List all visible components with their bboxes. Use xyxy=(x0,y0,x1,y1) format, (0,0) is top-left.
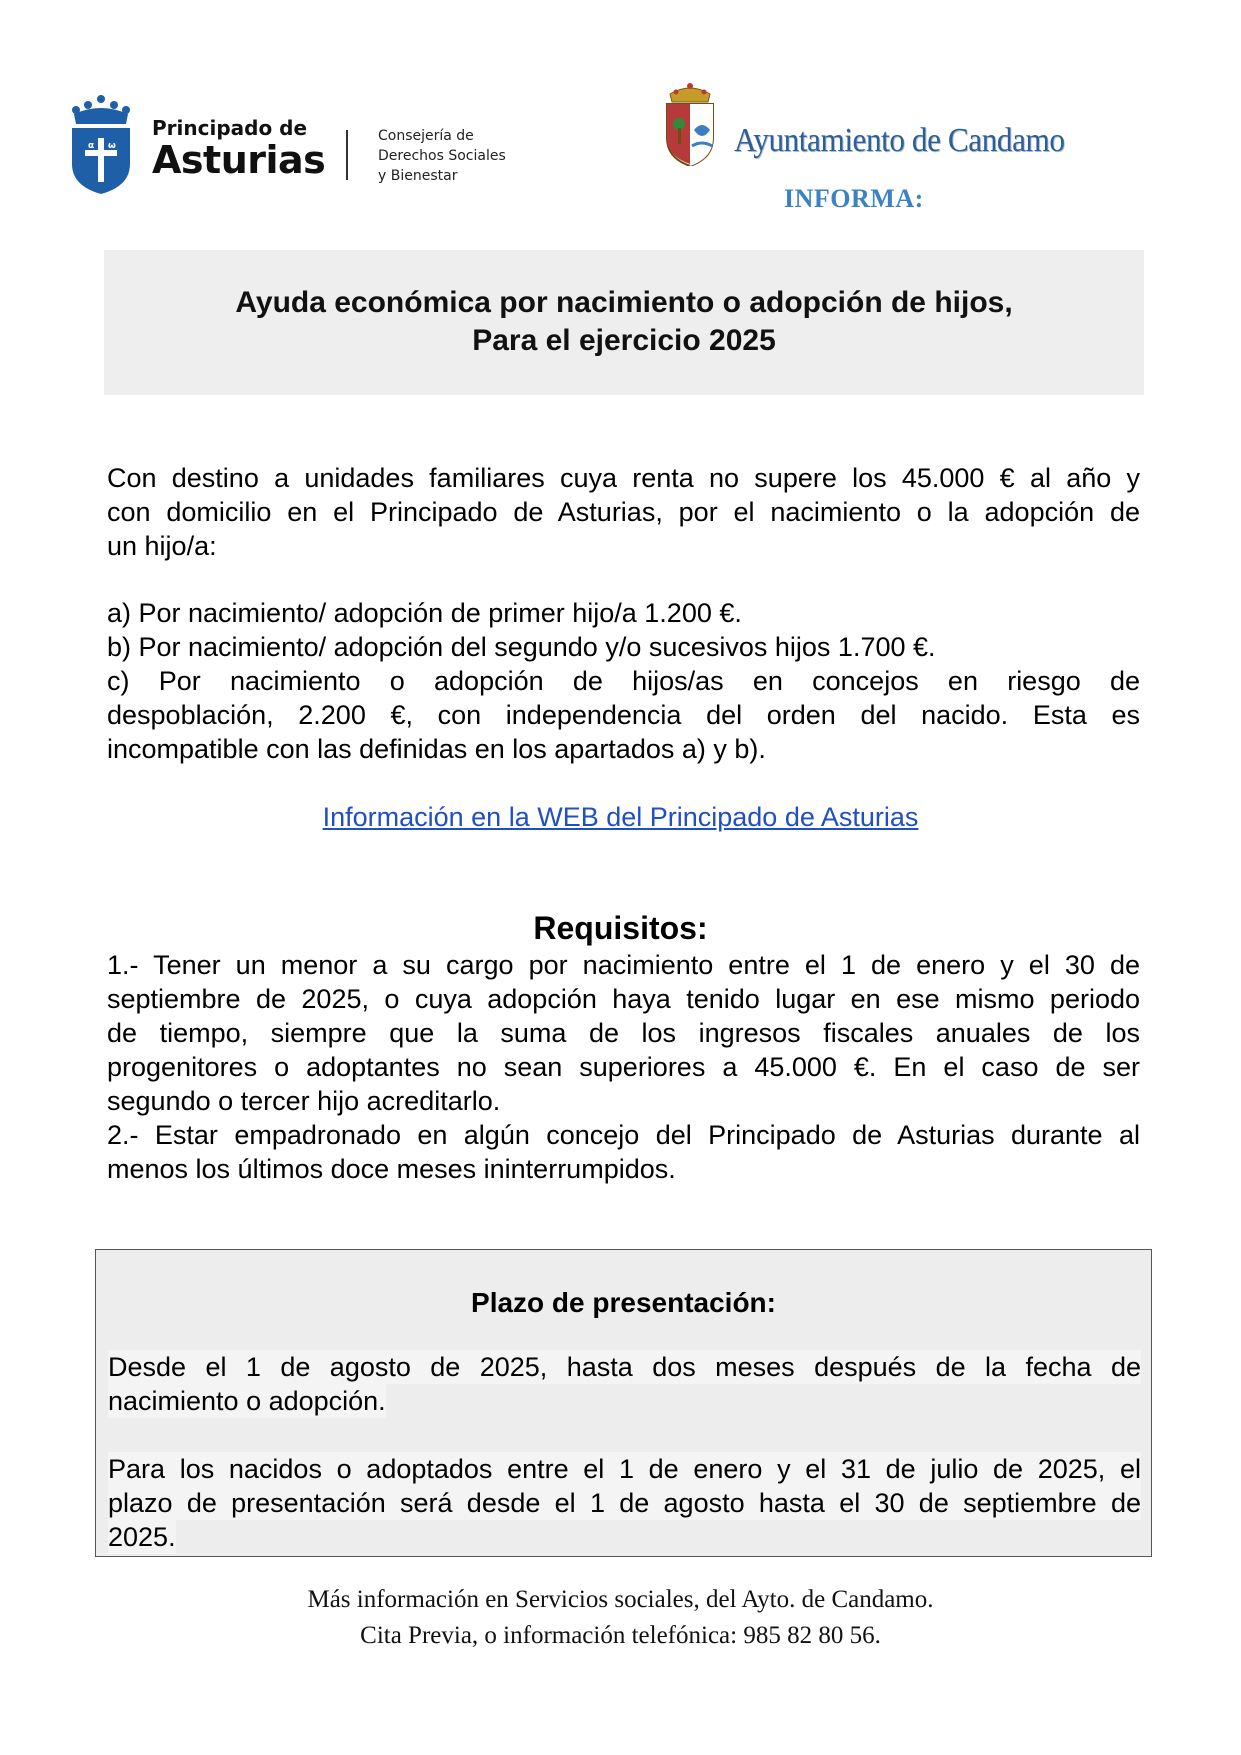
plazo-line: Para los nacidos o adoptados entre el 1 de enero y el 31 de julio de 2025, el xyxy=(108,1454,1141,1484)
benefit-item-c-cont: incompatible con las definidas en los apartados a) y b). xyxy=(107,734,766,764)
plazo-box xyxy=(95,1249,1152,1557)
intro-line: un hijo/a: xyxy=(107,531,217,561)
title-line-2: Para el ejercicio 2025 xyxy=(472,324,776,357)
footer-line-1: Más información en Servicios sociales, del Ayto. de Candamo. xyxy=(307,1586,934,1613)
plazo-line: 2025. xyxy=(108,1522,176,1552)
svg-text:ω: ω xyxy=(108,141,116,151)
benefit-item-c: c) Por nacimiento o adopción de hijos/as en concejos en riesgo de xyxy=(107,666,1140,696)
benefit-item-c-cont: despoblación, 2.200 €, con independencia del orden del nacido. Esta es xyxy=(107,700,1140,730)
asturias-logo xyxy=(68,94,538,194)
plazo-paragraph-2 xyxy=(108,1452,1141,1554)
plazo-line: Desde el 1 de agosto de 2025, hasta dos meses después de la fecha de xyxy=(108,1352,1141,1382)
benefit-item-a: a) Por nacimiento/ adopción de primer hijo/a 1.200 €. xyxy=(107,598,742,628)
intro-paragraph xyxy=(107,461,1140,563)
intro-line: con domicilio en el Principado de Asturias, por el nacimiento o la adopción de xyxy=(107,497,1140,527)
plazo-line: plazo de presentación será desde el 1 de agosto hasta el 30 de septiembre de xyxy=(108,1488,1141,1518)
requisito-line: progenitores o adoptantes no sean superiores a 45.000 €. En el caso de ser xyxy=(107,1052,1140,1082)
informa-label: INFORMA: xyxy=(784,184,924,213)
requisitos-list xyxy=(107,948,1140,1186)
requisito-line: septiembre de 2025, o cuya adopción haya tenido lugar en ese mismo periodo xyxy=(107,984,1140,1014)
dept-line: y Bienestar xyxy=(378,168,458,184)
title-box xyxy=(104,250,1144,395)
plazo-paragraph-1 xyxy=(108,1350,1141,1418)
plazo-heading: Plazo de presentación: xyxy=(471,1287,776,1318)
requisito-line: segundo o tercer hijo acreditarlo. xyxy=(107,1086,501,1116)
requisitos-heading: Requisitos: xyxy=(533,910,708,946)
candamo-logo xyxy=(664,80,1084,170)
principado-web-link[interactable]: Información en la WEB del Principado de Asturias xyxy=(322,802,919,832)
asturias-line2: Asturias xyxy=(152,138,326,182)
requisito-line: menos los últimos doce meses ininterrumpidos. xyxy=(107,1154,676,1184)
footer-line-2: Cita Previa, o información telefónica: 985 82 80 56. xyxy=(360,1622,881,1649)
plazo-line: nacimiento o adopción. xyxy=(108,1386,386,1416)
benefit-list xyxy=(107,596,1140,766)
requisito-line: 1.- Tener un menor a su cargo por nacimiento entre el 1 de enero y el 30 de xyxy=(107,950,1140,980)
benefit-item-b: b) Por nacimiento/ adopción del segundo y/o sucesivos hijos 1.700 €. xyxy=(107,632,936,662)
asturias-line1: Principado de xyxy=(152,116,308,140)
asturias-crest-icon xyxy=(68,94,134,194)
candamo-wordmark: Ayuntamiento de Candamo xyxy=(734,122,1065,159)
requisito-line: 2.- Estar empadronado en algún concejo del Principado de Asturias durante al xyxy=(107,1120,1140,1150)
dept-line: Derechos Sociales xyxy=(378,148,506,164)
requisito-line: de tiempo, siempre que la suma de los ingresos fiscales anuales de los xyxy=(107,1018,1140,1048)
dept-line: Consejería de xyxy=(378,128,474,144)
intro-line: Con destino a unidades familiares cuya renta no supere los 45.000 € al año y xyxy=(107,463,1140,493)
asturias-wordmark xyxy=(152,116,332,180)
web-link-container xyxy=(0,800,1241,834)
title-line-1: Ayuda económica por nacimiento o adopción de hijos, xyxy=(235,286,1013,319)
department-name xyxy=(378,126,548,186)
candamo-coat-of-arms-icon xyxy=(664,80,716,166)
logo-divider xyxy=(346,130,348,180)
svg-text:α: α xyxy=(88,141,95,151)
